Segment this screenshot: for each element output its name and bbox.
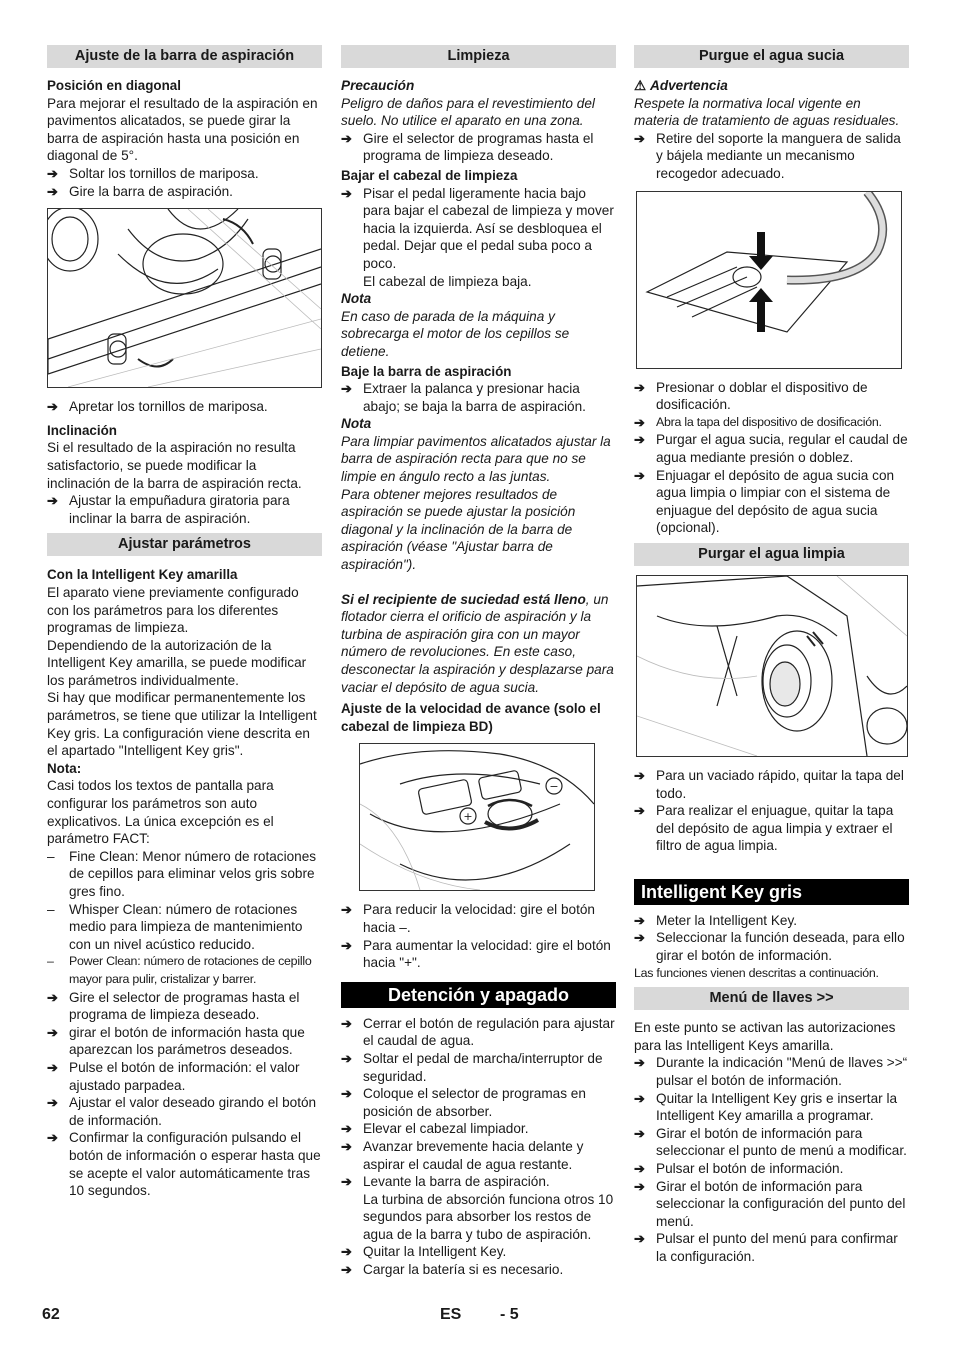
sub-page-number: - 5: [500, 1306, 519, 1323]
arrow-right-icon: ➔: [634, 130, 645, 146]
step: ➔ Pisar el pedal ligeramente hacia bajo para bajar el cabezal de limpieza y mover hacia la izquierda. Así se desbloquea el pedal. Dejar que el pedal suba poco a poco. El cabezal de limpieza baja.: [341, 185, 614, 289]
paragraph: Para mejorar el resultado de la aspiración en pavimentos alicatados, se puede girar la barra de aspiración hasta una posición en diagonal de 5°.: [47, 95, 318, 164]
chapter-heading: Intelligent Key gris: [634, 879, 909, 905]
arrow-right-icon: ➔: [47, 493, 58, 509]
step: ➔ Meter la Intelligent Key.: [634, 912, 798, 928]
arrow-right-icon: ➔: [47, 399, 58, 415]
section-heading: Limpieza: [341, 45, 616, 68]
step: ➔ Purgar el agua sucia, regular el caudal de agua mediante presión o doblez.: [634, 432, 908, 465]
arrow-right-icon: ➔: [634, 1055, 645, 1071]
arrow-right-icon: ➔: [634, 1178, 645, 1194]
arrow-right-icon: ➔: [47, 989, 58, 1005]
subheading: Posición en diagonal: [47, 78, 181, 93]
figure-dosing-device: [636, 191, 902, 369]
paragraph: El aparato viene previamente configurado con los parámetros para los diferentes programas de limpieza.: [47, 584, 299, 636]
arrow-right-icon: ➔: [634, 912, 645, 928]
paragraph: Respete la normativa local vigente en materia de tratamiento de aguas residuales.: [634, 95, 900, 129]
step: ➔ Pulsar el punto del menú para confirmar la configuración.: [634, 1231, 898, 1264]
arrow-right-icon: ➔: [634, 1090, 645, 1106]
step: ➔ Quitar la Intelligent Key gris e insertar la Intelligent Key amarilla a programar.: [634, 1090, 898, 1124]
step: ➔ Soltar los tornillos de mariposa.: [47, 165, 259, 181]
arrow-right-icon: ➔: [341, 1138, 352, 1154]
paragraph: Peligro de daños para el revestimiento del suelo. No utilice el aparato en una zona.: [341, 95, 595, 129]
dash-item: – Power Clean: número de rotaciones de cepillo mayor para pulir, cristalizar y barrer.: [47, 954, 312, 986]
arrow-right-icon: ➔: [341, 902, 352, 918]
step: ➔ Durante la indicación "Menú de llaves >>“ pulsar el botón de información.: [634, 1055, 908, 1089]
step: ➔ Seleccionar la función deseada, para ello girar el botón de información.: [634, 930, 905, 964]
svg-text:−: −: [549, 780, 559, 794]
step: ➔ Soltar el pedal de marcha/interruptor de seguridad.: [341, 1050, 603, 1084]
warning-triangle-icon: ⚠: [634, 78, 647, 93]
step: ➔ Confirmar la configuración pulsando el botón de información o esperar hasta que se acepte el valor automáticamente tras 10 segundos.: [47, 1130, 321, 1199]
arrow-right-icon: ➔: [341, 1050, 352, 1066]
step: ➔ Para aumentar la velocidad: gire el botón hacia "+".: [341, 937, 611, 971]
step: ➔ Quitar la Intelligent Key.: [341, 1244, 507, 1260]
step: ➔ Cerrar el botón de regulación para ajustar el caudal de agua.: [341, 1015, 615, 1049]
figure-speed-knob: [359, 743, 595, 891]
arrow-right-icon: ➔: [341, 1015, 352, 1031]
arrow-right-icon: ➔: [47, 183, 58, 199]
step: ➔ Elevar el cabezal limpiador.: [341, 1121, 529, 1137]
step: ➔ Levante la barra de aspiración. La turbina de absorción funciona otros 10 segundos para absorber los restos de agua de la barra y tubo de aspiración.: [341, 1174, 614, 1242]
svg-text:+: +: [463, 810, 473, 824]
subheading: Con la Intelligent Key amarilla: [47, 567, 238, 583]
paragraph: Si el resultado de la aspiración no resulta satisfactorio, se puede modificar la inclinación de la barra de aspiración recta.: [47, 440, 302, 491]
arrow-right-icon: ➔: [341, 1121, 352, 1137]
arrow-right-icon: ➔: [634, 767, 645, 783]
step: ➔ Girar el botón de información para seleccionar la configuración del punto del menú.: [634, 1178, 906, 1229]
paragraph: Para obtener mejores resultados de aspiración se puede ajustar la posición diagonal y la inclinación de la barra de aspiración (véase "Ajustar barra de aspiración").: [341, 486, 576, 573]
arrow-right-icon: ➔: [634, 930, 645, 946]
arrow-right-icon: ➔: [634, 414, 645, 430]
arrow-right-icon: ➔: [341, 185, 352, 201]
column-1: [47, 45, 322, 1200]
arrow-right-icon: ➔: [634, 432, 645, 448]
arrow-right-icon: ➔: [47, 1095, 58, 1111]
chapter-heading: Detención y apagado: [341, 982, 616, 1008]
subheading: Ajuste de la velocidad de avance (solo el cabezal de limpieza BD): [341, 701, 601, 734]
step: ➔ Apretar los tornillos de mariposa.: [47, 399, 268, 415]
section-heading: Purgue el agua sucia: [634, 45, 909, 68]
step: ➔ Para realizar el enjuague, quitar la tapa del depósito de agua limpia y extraer el filtro de agua limpia.: [634, 803, 894, 854]
figure-clean-water-cap: [636, 575, 908, 757]
paragraph: Si el recipiente de suciedad está lleno, un flotador cierra el orificio de aspiración y la turbina de aspiración gira con un mayor número de revoluciones. En este caso, desconectar la aspiración y desplazarse para vaciar el depósito de agua sucia.: [341, 591, 614, 695]
paragraph: Para limpiar pavimentos alicatados ajustar la barra de aspiración recta para que no se limpie en ángulo recto a las juntas.: [341, 433, 611, 485]
section-heading: Ajustar parámetros: [47, 533, 322, 556]
step: ➔ Pulsar el botón de información.: [634, 1161, 844, 1176]
paragraph: Casi todos los textos de pantalla para configurar los parámetros son auto explicativos. La única excepción es el parámetro FACT:: [47, 778, 274, 847]
step: ➔ Presionar o doblar el dispositivo de dosificación.: [634, 379, 868, 413]
paragraph: En caso de parada de la máquina y sobrecarga el motor de los cepillos se detiene.: [341, 308, 570, 359]
arrow-right-icon: ➔: [47, 1130, 58, 1146]
step: ➔ Para reducir la velocidad: gire el botón hacia –.: [341, 902, 595, 935]
step: ➔ Gire la barra de aspiración.: [47, 183, 233, 199]
step: ➔ Gire el selector de programas hasta el programa de limpieza deseado.: [47, 989, 300, 1023]
column-3: [634, 45, 909, 1266]
subheading: Baje la barra de aspiración: [341, 363, 512, 379]
arrow-right-icon: ➔: [634, 1125, 645, 1141]
step: ➔ Para un vaciado rápido, quitar la tapa del todo.: [634, 767, 904, 801]
note-label: Nota: [341, 291, 372, 307]
arrow-right-icon: ➔: [47, 165, 58, 181]
caution-label: Precaución: [341, 78, 415, 93]
arrow-right-icon: ➔: [341, 1262, 352, 1278]
step: ➔ Enjuagar el depósito de agua sucia con agua limpia o limpiar con el sistema de enjuague del depósito de agua sucia (opcional).: [634, 467, 895, 536]
step: ➔ Retire del soporte la manguera de salida y bájela mediante un mecanismo recogedor adecuado.: [634, 130, 901, 181]
arrow-right-icon: ➔: [47, 1059, 58, 1075]
step: ➔ Girar el botón de información para seleccionar el punto de menú a modificar.: [634, 1125, 907, 1159]
step: ➔ girar el botón de información hasta que aparezcan los parámetros deseados.: [47, 1024, 305, 1058]
warning-line: ⚠ Advertencia: [634, 78, 728, 93]
step: ➔ Ajustar el valor deseado girando el botón de información.: [47, 1095, 317, 1128]
step: ➔ Avanzar brevemente hacia delante y aspirar el caudal de agua restante.: [341, 1138, 584, 1172]
arrow-right-icon: ➔: [634, 1231, 645, 1247]
subheading: Bajar el cabezal de limpieza: [341, 167, 518, 183]
page-number: 62: [42, 1306, 60, 1323]
figure-suction-bar: [47, 208, 322, 388]
arrow-right-icon: ➔: [47, 1024, 58, 1040]
note-label: Nota: [341, 416, 372, 432]
step: ➔ Abra la tapa del dispositivo de dosificación.: [634, 414, 882, 430]
step: ➔ Pulse el botón de información: el valor ajustado parpadea.: [47, 1059, 300, 1093]
dash-item: – Fine Clean: Menor número de rotaciones de cepillos para eliminar velos gris sobre gres fino.: [47, 848, 317, 899]
section-heading: Menú de llaves >>: [634, 987, 909, 1010]
paragraph: En este punto se activan las autorizaciones para las Intelligent Keys amarilla.: [634, 1020, 896, 1053]
arrow-right-icon: ➔: [341, 937, 352, 953]
arrow-right-icon: ➔: [341, 1244, 352, 1260]
arrow-right-icon: ➔: [634, 1161, 645, 1176]
language-code: ES: [440, 1306, 462, 1323]
section-heading: Purgar el agua limpia: [634, 543, 909, 566]
arrow-right-icon: ➔: [634, 467, 645, 483]
arrow-right-icon: ➔: [634, 379, 645, 395]
paragraph: Si hay que modificar permanentemente los parámetros, se tiene que utilizar la Intelligent Key gris. La configuración viene descrita en el apartado "Intelligent Key gris".: [47, 690, 317, 759]
note-label: Nota:: [47, 760, 82, 776]
subheading: Inclinación: [47, 422, 117, 438]
step: ➔ Extraer la palanca y presionar hacia abajo; se baja la barra de aspiración.: [341, 381, 586, 414]
arrow-right-icon: ➔: [341, 1174, 352, 1190]
paragraph: Dependiendo de la autorización de la Intelligent Key amarilla, se puede modificar los parámetros individualmente.: [47, 637, 307, 688]
step: ➔ Coloque el selector de programas en posición de absorber.: [341, 1086, 586, 1119]
paragraph: Las funciones vienen descritas a continuación.: [634, 965, 879, 980]
step: ➔ Cargar la batería si es necesario.: [341, 1262, 564, 1278]
arrow-right-icon: ➔: [341, 130, 352, 146]
section-heading: Ajuste de la barra de aspiración: [47, 45, 322, 68]
step: ➔ Gire el selector de programas hasta el programa de limpieza deseado.: [341, 130, 594, 164]
arrow-right-icon: ➔: [341, 1086, 352, 1102]
dash-item: – Whisper Clean: número de rotaciones medio para limpieza de mantenimiento con un nivel acústico reducido.: [47, 901, 303, 952]
column-2: [341, 45, 616, 1279]
arrow-right-icon: ➔: [341, 381, 352, 397]
step: ➔ Ajustar la empuñadura giratoria para inclinar la barra de aspiración.: [47, 493, 290, 526]
arrow-right-icon: ➔: [634, 803, 645, 819]
